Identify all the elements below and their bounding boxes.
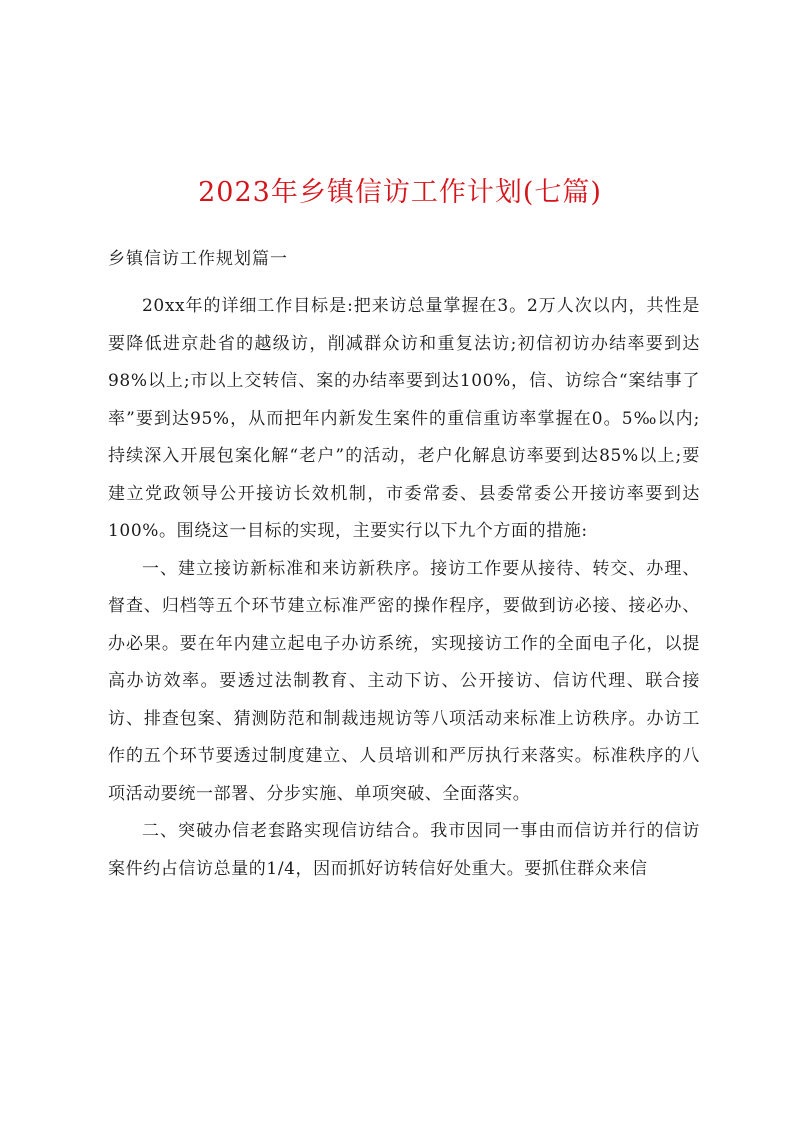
section-heading: 乡镇信访工作规划篇一 xyxy=(108,249,288,269)
paragraph-measure-one: 一、建立接访新标准和来访新秩序。接访工作要从接待、转交、办理、督查、归档等五个环节建立标准严密的操作程序，要做到访必接、接必办、办必果。要在年内建立起电子办访系统，实现接访工作的全面电子化，以提高办访效率。要透过法制教育、主动下访、公开接访、信访代理、联合接访、排查包案、猜测防范和制裁违规访等八项活动来标准上访秩序。办访工作的五个环节要透过制度建立、人员培训和严厉执行来落实。标准秩序的八项活动要统一部署、分步实施、单项突破、全面落实。 xyxy=(108,558,700,804)
document-body xyxy=(108,288,700,888)
document-title: 2023年乡镇信访工作计划(七篇) xyxy=(198,177,602,208)
paragraph-measure-two: 二、突破办信老套路实现信访结合。我市因同一事由而信访并行的信访案件约占信访总量的1/4，因而抓好访转信好处重大。要抓住群众来信 xyxy=(108,821,700,879)
paragraph-goals: 20xx年的详细工作目标是:把来访总量掌握在3。2万人次以内，共性是要降低进京赴省的越级访，削减群众访和重复法访;初信初访办结率要到达98%以上;市以上交转信、案的办结率要到达100%，信、访综合“案结事了率”要到达95%，从而把年内新发生案件的重信重访率掌握在0。5‰以内;持续深入开展包案化解“老户”的活动，老户化解息访率要到达85%以上;要建立党政领导公开接访长效机制，市委常委、县委常委公开接访率要到达100%。围绕这一目标的实现，主要实行以下九个方面的措施: xyxy=(108,296,700,541)
